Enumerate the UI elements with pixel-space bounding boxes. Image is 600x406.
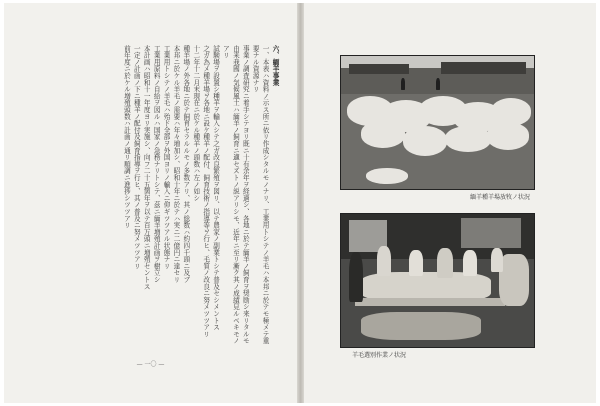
paragraph: 本計画ハ昭和十一年度ヨリ実施シ、向フ二十五箇年ヲ以テ百万頭ニ増殖セントス — [142, 45, 151, 290]
paragraph: 種羊場ノ外各地ニ於テ飼育セラルルモノ多数アリ、其ノ総数ハ約四千頭ニ及ブ — [181, 45, 190, 283]
paragraph: 由来我國ノ気候風土ハ緬羊ノ飼育ニ適セズトノ説アリシモ、近年ニ至リ漸ク其ノ成績見ルベキモノアリ — [221, 45, 240, 345]
paragraph: 工業用原料ノ自給ヲ図ルハ国家ノ急務ナリトシテ、茲ニ緬羊増殖計画ヲ樹立シ — [152, 45, 161, 283]
page-number: — 一〇 — — [136, 361, 165, 368]
shepherd — [401, 78, 405, 90]
sheep-flock-photo — [340, 55, 535, 190]
paragraph: 十二年十二月末現在ニ於ケル種羊ノ頭数ハ左ノ如シ — [191, 45, 200, 202]
paragraph: 之ガ為メ種羊場ヲ各地ニ設ケ種羊ノ配付、飼育技術ノ指導等ヲ行ヒ、毛質ノ改良ニ努メツツアリ — [201, 45, 210, 338]
sheep — [487, 122, 529, 150]
wool-sorting-photo — [340, 213, 535, 348]
section-heading: 六、緬羊事業 — [271, 45, 279, 86]
worker — [409, 250, 423, 276]
bottom-photo-caption: 羊毛選別作業ノ状況 — [352, 352, 407, 359]
paragraph: 工業用トシテノ羊毛ハ殆ド全部ヲ外国ヨリノ輸入ニ仰ギツツアル状態ナリ — [162, 45, 171, 270]
sheep — [403, 126, 447, 156]
window — [461, 218, 521, 248]
building-roof — [441, 62, 526, 74]
paragraph: 一、本表ハ資料ノ示ス所ニ依リ作成シタルモノナリ、工業用トシテノ羊毛ハ本邦ニ於テモ極メテ重要ナル資源ナリ — [251, 45, 270, 345]
sheep — [445, 126, 491, 152]
paragraph: 前年度ニ於ケル増殖頭数ハ計画ノ通リ順調ニ進捗シツツアリ — [122, 45, 131, 229]
worker — [491, 248, 503, 272]
building-roof — [349, 64, 409, 74]
sheep — [366, 168, 408, 184]
worker — [437, 248, 453, 278]
worker — [463, 250, 477, 276]
worker — [377, 246, 391, 276]
wool-fleece — [499, 254, 529, 306]
paragraph: 一定ノ計画ノ下ニ種羊ノ配付及飼育指導ヲ行ヒ、其ノ普及ニ努メツツアリ — [132, 45, 141, 270]
paragraph: 事業ノ調査研究ニ着手シテヨリ既ニ十有余年ヲ経過シ、各地ニ於テ緬羊ノ飼育ヲ奨励シ来リタルモ — [241, 45, 250, 345]
book-gutter — [297, 3, 304, 403]
top-photo-caption: 緬羊種羊場放牧ノ状況 — [469, 194, 530, 201]
worker — [349, 252, 363, 302]
wool-pile — [361, 312, 481, 340]
paragraph: 本邦ニ於ケル羊毛ノ需要ハ年々増加シ、昭和十年ニ於テハ実ニ二億円ニ達セリ — [171, 45, 180, 283]
shepherd — [436, 78, 440, 90]
sheep — [361, 120, 405, 148]
paragraph: 試験場ヲ設置シ種羊ヲ輸入シテ之ガ改良繁殖ヲ図リ、以テ農家ノ副業トシテ普及セシメントス — [211, 45, 220, 331]
body-text — [121, 45, 280, 345]
sorting-table — [355, 298, 505, 306]
left-page — [4, 3, 297, 403]
